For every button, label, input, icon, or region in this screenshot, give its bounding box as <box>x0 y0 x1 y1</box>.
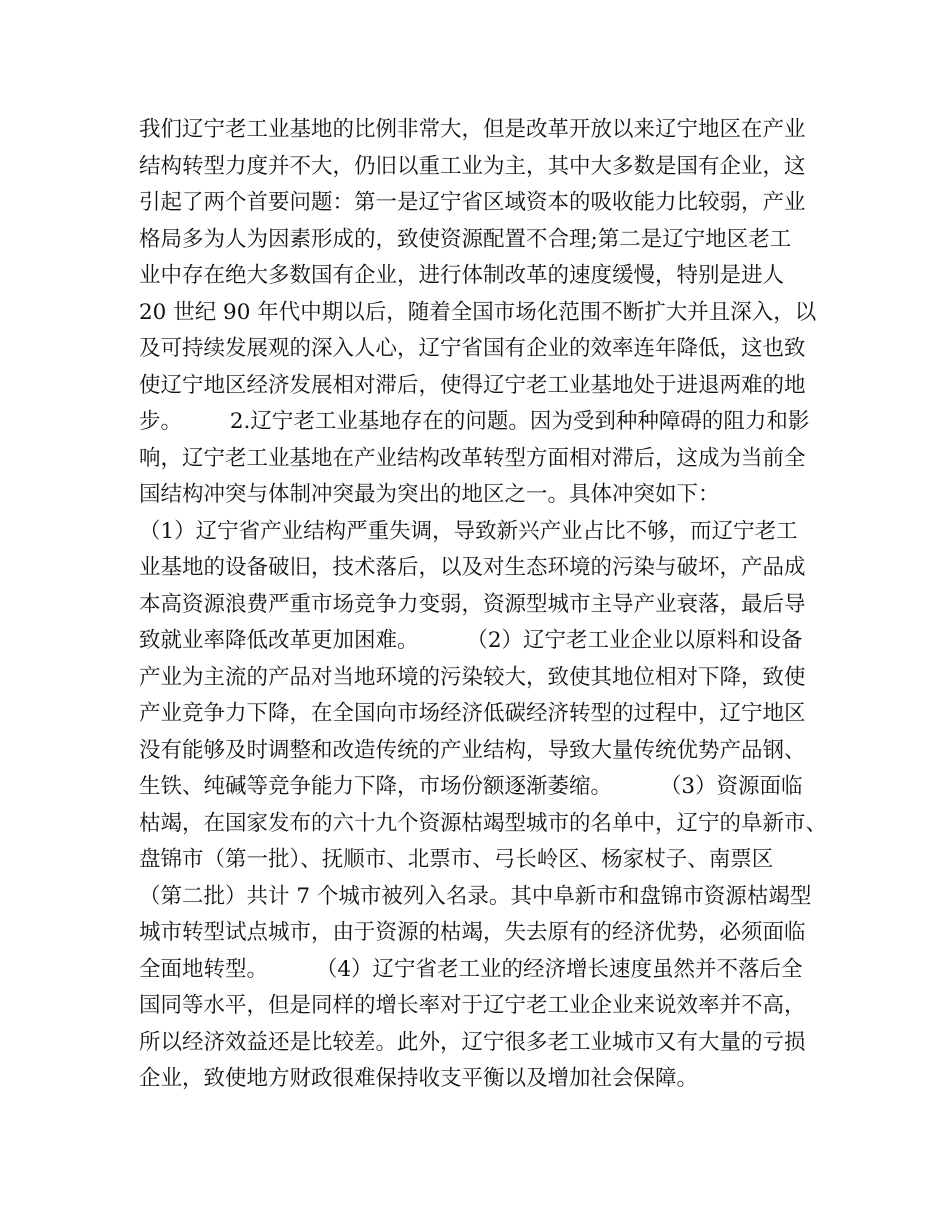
text-line: 响，辽宁老工业基地在产业结构改革转型方面相对滞后，这成为当前全 <box>139 445 806 471</box>
text-line: 引起了两个首要问题：第一是辽宁省区域资本的吸收能力比较弱，产业 <box>139 190 806 215</box>
text-line: 全面地转型。 （4）辽宁省老工业的经济增长速度虽然并不落后全 <box>139 956 803 982</box>
text-line: 城市转型试点城市，由于资源的枯竭，失去原有的经济优势，必须面临 <box>139 920 806 945</box>
text-line: 我们辽宁老工业基地的比例非常大，但是改革开放以来辽宁地区在产业 <box>139 117 806 142</box>
text-line: 生铁、纯碱等竞争能力下降，市场份额逐渐萎缩。 （3）资源面临 <box>139 774 803 799</box>
text-line: 业中存在绝大多数国有企业，进行体制改革的速度缓慢，特别是进人 <box>139 263 785 288</box>
body-text <box>139 112 829 1098</box>
text-line: 使辽宁地区经济发展相对滞后，使得辽宁老工业基地处于进退两难的地 <box>139 372 806 398</box>
text-line: 枯竭，在国家发布的六十九个资源枯竭型城市的名单中，辽宁的阜新市、 <box>139 810 828 836</box>
text-line: 致就业率降低改革更加困难。 （2）辽宁老工业企业以原料和设备 <box>139 628 803 653</box>
text-line: 步。 2.辽宁老工业基地存在的问题。因为受到种种障碍的阻力和影 <box>139 409 810 434</box>
text-line: 结构转型力度并不大，仍旧以重工业为主，其中大多数是国有企业，这 <box>139 153 806 179</box>
text-line: 产业为主流的产品对当地环境的污染较大，致使其地位相对下降，致使 <box>139 664 806 690</box>
text-line: 国结构冲突与体制冲突最为突出的地区之一。具体冲突如下： <box>139 482 720 507</box>
text-line: （1）辽宁省产业结构严重失调，导致新兴产业占比不够，而辽宁老工 <box>139 518 798 544</box>
text-line: 业基地的设备破旧，技术落后，以及对生态环境的污染与破坏，产品成 <box>139 555 806 580</box>
text-line: 所以经济效益还是比较差。此外，辽宁很多老工业城市又有大量的亏损 <box>139 1029 806 1055</box>
text-line: 20 世纪 90 年代中期以后，随着全国市场化范围不断扩大并且深入，以 <box>139 299 817 325</box>
text-line: 国同等水平，但是同样的增长率对于辽宁老工业企业来说效率并不高， <box>139 993 806 1018</box>
text-line: 及可持续发展观的深入人心，辽宁省国有企业的效率连年降低，这也致 <box>139 336 806 361</box>
text-line: 产业竞争力下降，在全国向市场经济低碳经济转型的过程中，辽宁地区 <box>139 701 806 726</box>
text-line: 本高资源浪费严重市场竞争力变弱，资源型城市主导产业衰落，最后导 <box>139 591 806 617</box>
text-line: （第二批）共计 7 个城市被列入名录。其中阜新市和盘锦市资源枯竭型 <box>139 883 812 909</box>
text-line: 格局多为人为因素形成的，致使资源配置不合理;第二是辽宁地区老工 <box>139 226 792 252</box>
text-line: 企业，致使地方财政很难保持收支平衡以及增加社会保障。 <box>139 1066 699 1091</box>
text-line: 没有能够及时调整和改造传统的产业结构，导致大量传统优势产品钢、 <box>139 737 806 763</box>
text-line: 盘锦市（第一批）、抚顺市、北票市、弓长岭区、杨家杖子、南票区 <box>139 847 774 872</box>
